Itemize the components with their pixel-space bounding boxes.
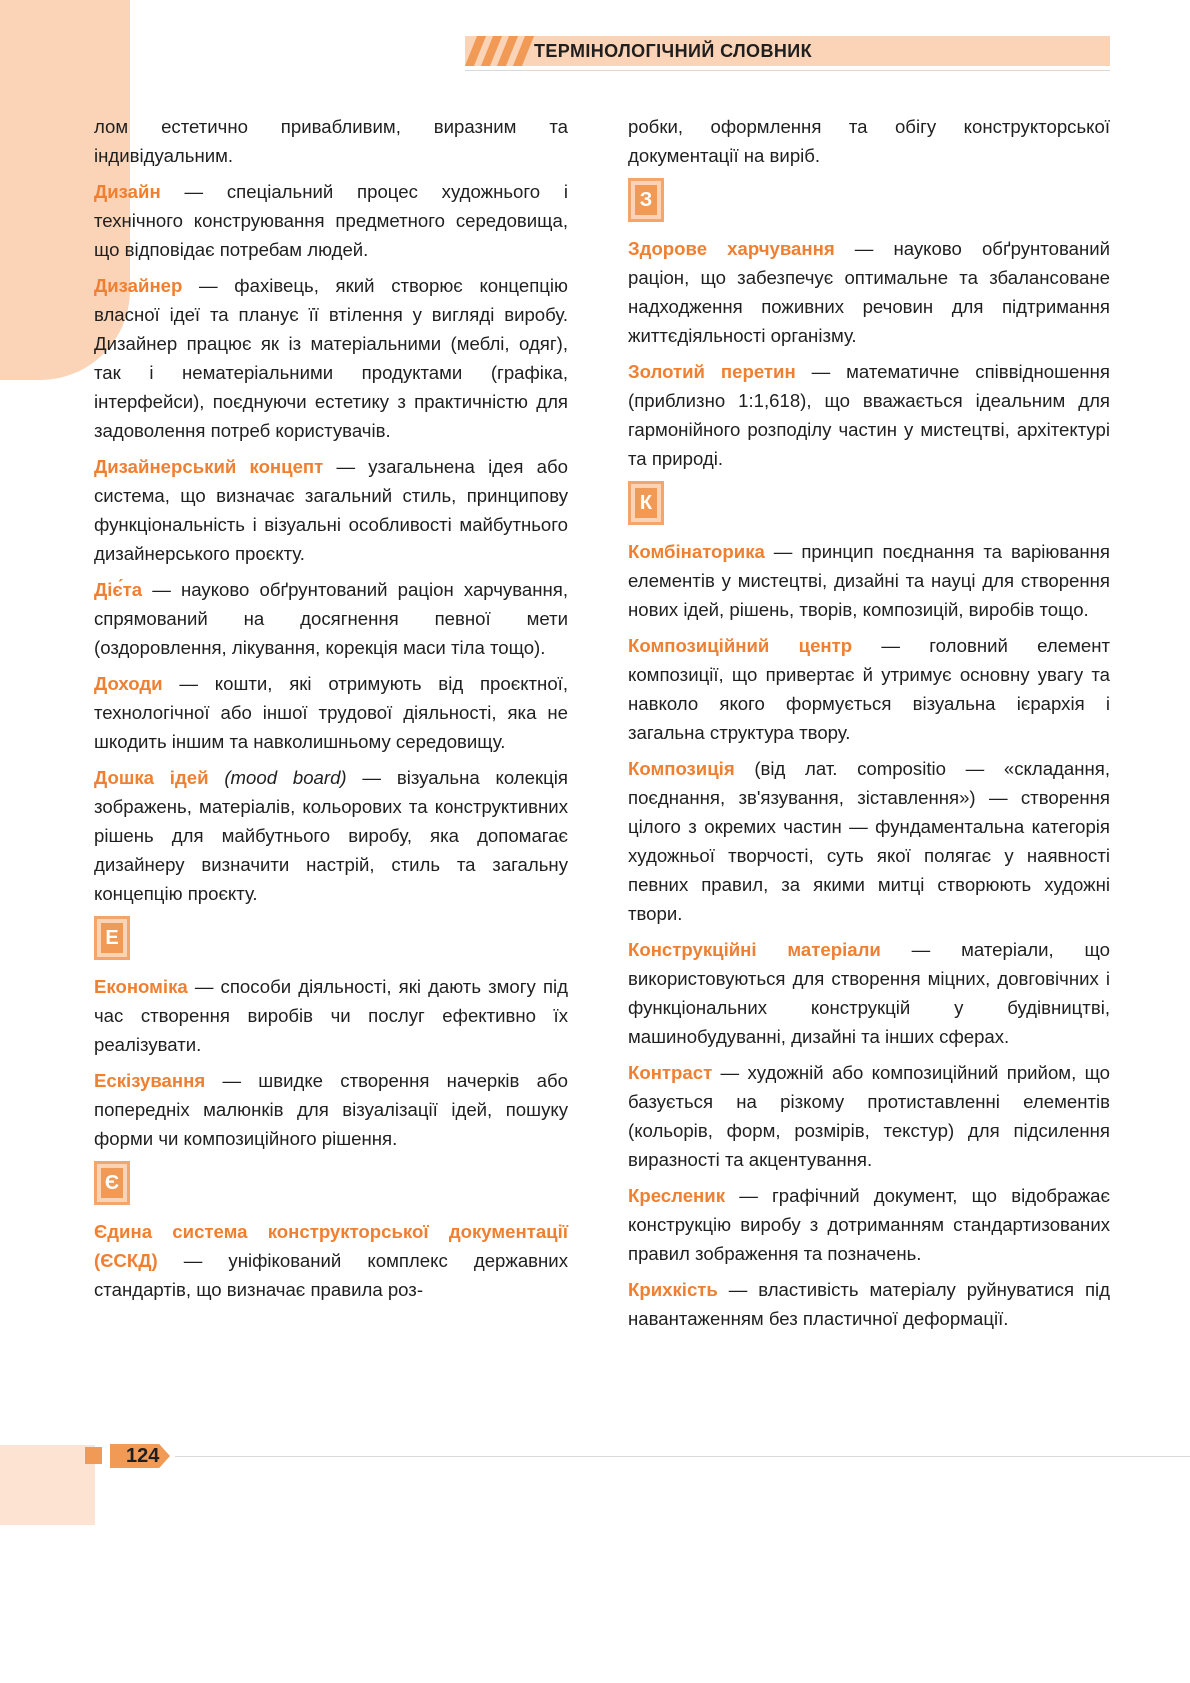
entry-term: Дизайнер bbox=[94, 275, 183, 296]
entry-term: Діє́та bbox=[94, 579, 143, 600]
entry-term: Здорове харчування bbox=[628, 238, 835, 259]
entry-term: Крихкість bbox=[628, 1279, 718, 1300]
entry-definition: — швидке створення начерків або попередніх малюнків для візуалізації ідей, пошуку форми чи композиційного рішення. bbox=[94, 1070, 568, 1149]
entry-definition: — головний елемент композиції, що привертає й утримує основну увагу та навколо якого формується візуальна ієрархія і загальна структура твору. bbox=[628, 635, 1110, 743]
continuation-text: робки, оформлення та обігу конструкторської документації на виріб. bbox=[628, 116, 1110, 166]
glossary-entry bbox=[94, 1217, 568, 1304]
glossary-entry bbox=[94, 972, 568, 1059]
entry-definition: — науково обґрунтований раціон харчування, спрямований на досягнення певної мети (оздоровлення, лікування, корекція маси тіла тощо). bbox=[94, 579, 568, 658]
entry-definition: — матеріали, що використовуються для створення міцних, довговічних і функціональних конструкцій у будівництві, машинобудуванні, дизайні та інших сферах. bbox=[628, 939, 1110, 1047]
section-letter: Є bbox=[101, 1168, 123, 1198]
glossary-entry bbox=[94, 575, 568, 662]
entry-definition: — математичне співвідношення (приблизно 1:1,618), що вважається ідеальним для гармонійного розподілу частин у мистецтві, архітектурі та природі. bbox=[628, 361, 1111, 469]
entry-definition: — графічний документ, що відображає конструкцію виробу з дотриманням стандартизованих правил зображення та позначень. bbox=[628, 1185, 1110, 1264]
glossary-entry bbox=[94, 669, 568, 756]
entry-term: Доходи bbox=[94, 673, 163, 694]
header-divider bbox=[465, 70, 1110, 71]
entry-definition: — кошти, які отримують від проєктної, технологічної або іншої трудової діяльності, яка не шкодить іншим та навколишньому середовищу. bbox=[94, 673, 568, 752]
right-column bbox=[628, 112, 1110, 1340]
entry-term: Економіка bbox=[94, 976, 188, 997]
section-letter-marker bbox=[94, 1161, 130, 1205]
section-letter-marker bbox=[628, 178, 664, 222]
entry-definition: — фахівець, який створює концепцію власної ідеї та планує її втілення у вигляді виробу. Дизайнер працює як із матеріальними (меблі, одяг), так і нематеріальними продуктами (графіка, інтерфейси), поєднуючи естетику з практичністю для задоволення потреб користувачів. bbox=[94, 275, 568, 441]
footer-decoration bbox=[0, 1445, 95, 1525]
section-letter: З bbox=[635, 185, 657, 215]
continuation-text: лом естетично привабливим, виразним та індивідуальним. bbox=[94, 116, 568, 166]
glossary-entry bbox=[628, 1058, 1110, 1174]
entry-term: Кресленик bbox=[628, 1185, 726, 1206]
entry-term: Комбінаторика bbox=[628, 541, 765, 562]
entry-term: Композиція bbox=[628, 758, 735, 779]
glossary-entry bbox=[94, 1066, 568, 1153]
entry-definition: — узагальнена ідея або система, що визначає загальний стиль, принципову функціональність і візуальні особливості майбутнього дизайнерського проєкту. bbox=[94, 456, 568, 564]
entry-term: Єдина система конструкторської документації (ЄСКД) bbox=[94, 1221, 568, 1271]
entry-term: Золотий перетин bbox=[628, 361, 796, 382]
glossary-entry bbox=[94, 271, 568, 445]
glossary-entry bbox=[628, 754, 1110, 928]
entry-term: Дизайн bbox=[94, 181, 161, 202]
entry-definition: — принцип поєднання та варіювання елементів у мистецтві, дизайні та науці для створення нових ідей, рішень, творів, композицій, виробів тощо. bbox=[628, 541, 1110, 620]
entry-definition: — властивість матеріалу руйнуватися під навантаженням без пластичної деформації. bbox=[628, 1279, 1110, 1329]
entry-definition: — візуальна колекція зображень, матеріалів, кольорових та конструктивних рішень для майбутнього виробу, яка допомагає дизайнеру визначити настрій, стиль та загальну концепцію проєкту. bbox=[94, 767, 568, 904]
footer-square-marker bbox=[85, 1447, 102, 1464]
entry-definition: — способи діяльності, які дають змогу під час створення виробів чи послуг ефективно їх реалізувати. bbox=[94, 976, 568, 1055]
entry-term: Дизайнерський концепт bbox=[94, 456, 324, 477]
section-letter: Е bbox=[101, 923, 123, 953]
header-stripes bbox=[465, 36, 540, 66]
entry-term: Ескізування bbox=[94, 1070, 206, 1091]
glossary-entry bbox=[628, 1181, 1110, 1268]
page-number: 124 bbox=[126, 1445, 160, 1467]
entry-term: Контраст bbox=[628, 1062, 713, 1083]
glossary-entry bbox=[628, 935, 1110, 1051]
glossary-entry bbox=[94, 452, 568, 568]
glossary-entry bbox=[628, 631, 1110, 747]
entry-term: Композиційний центр bbox=[628, 635, 853, 656]
entry-definition: — художній або композиційний прийом, що базується на різкому протиставленні елементів (кольорів, форм, розмірів, текстур) для підсилення виразності та акцентування. bbox=[628, 1062, 1110, 1170]
glossary-entry bbox=[628, 234, 1110, 350]
footer-divider bbox=[175, 1456, 1190, 1457]
entry-definition: — уніфікований комплекс державних стандартів, що визначає правила роз- bbox=[94, 1250, 568, 1300]
entry-definition: — спеціальний процес художнього і технічного конструювання предметного середовища, що відповідає потребам людей. bbox=[94, 181, 568, 260]
section-letter-marker bbox=[94, 916, 130, 960]
glossary-entry bbox=[628, 1275, 1110, 1333]
entry-note: (mood board) bbox=[208, 767, 347, 788]
glossary-entry bbox=[94, 177, 568, 264]
left-column bbox=[94, 112, 568, 1311]
glossary-entry bbox=[628, 357, 1110, 473]
page-header-title: ТЕРМІНОЛОГІЧНИЙ СЛОВНИК bbox=[534, 41, 812, 61]
entry-definition: — науково обґрунтований раціон, що забезпечує оптимальне та збалансоване надходження поживних речовин для підтримання життєдіяльності організму. bbox=[628, 238, 1110, 346]
glossary-entry bbox=[628, 537, 1110, 624]
glossary-entry bbox=[94, 763, 568, 908]
section-letter-marker bbox=[628, 481, 664, 525]
section-letter: К bbox=[635, 488, 657, 518]
entry-term: Дошка ідей bbox=[94, 767, 209, 788]
entry-definition: (від лат. compositio — «складання, поєднання, зв'язування, зіставлення») — створення цілого з окремих частин — фундаментальна категорія художньої творчості, суть якої полягає у наявності певних правил, за якими митці створюють художні твори. bbox=[628, 758, 1110, 924]
entry-term: Конструкційні матеріали bbox=[628, 939, 881, 960]
